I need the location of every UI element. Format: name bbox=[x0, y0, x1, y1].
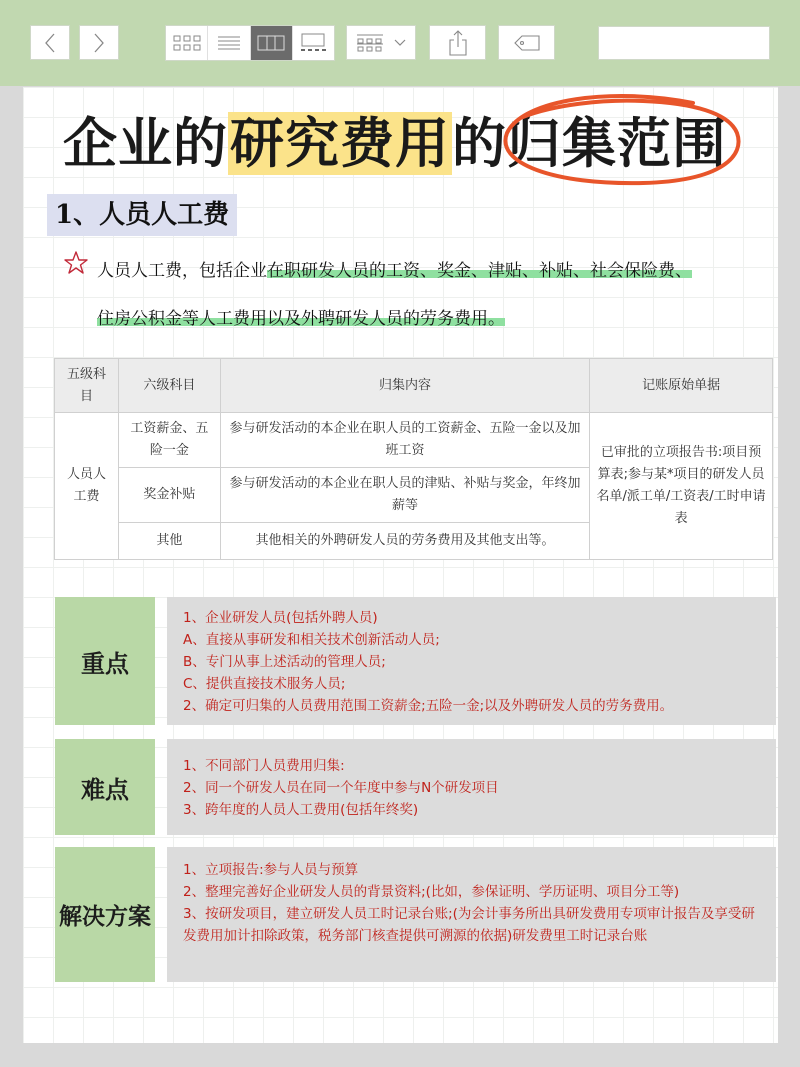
title-part: 归集范围 bbox=[507, 112, 727, 175]
finder-toolbar bbox=[0, 0, 800, 86]
panel-line: 2、确定可归集的人员费用范围工资薪金;五险一金;以及外聘研发人员的劳务费用。 bbox=[183, 698, 674, 714]
panel-body bbox=[167, 739, 776, 835]
tag-icon bbox=[513, 34, 541, 52]
back-button[interactable] bbox=[30, 25, 70, 60]
cell-content: 其他相关的外聘研发人员的劳务费用及其他支出等。 bbox=[220, 523, 589, 560]
title-circled bbox=[507, 109, 727, 179]
list-view-button[interactable] bbox=[208, 26, 250, 60]
intro-text: 人员人工费，包括企业 bbox=[97, 261, 267, 281]
intro-paragraph bbox=[63, 247, 763, 343]
panel-line: A、直接从事研发和相关技术创新活动人员; bbox=[183, 632, 440, 648]
title-part: 的 bbox=[452, 112, 507, 175]
panel-label: 重点 bbox=[55, 597, 155, 725]
gallery-icon bbox=[298, 33, 328, 53]
title-part: 企业的 bbox=[63, 112, 228, 175]
header-documents: 记账原始单据 bbox=[590, 359, 773, 413]
intro-highlight: 在职研发人员的工资、奖金、津贴、补贴、社会保险费、 bbox=[267, 261, 692, 281]
share-button[interactable] bbox=[429, 25, 486, 60]
cell-level6: 奖金补贴 bbox=[118, 468, 220, 523]
page-title bbox=[63, 109, 727, 179]
title-highlight: 研究费用 bbox=[230, 112, 450, 175]
panel-line: 3、跨年度的人员人工费用(包括年终奖) bbox=[183, 802, 419, 818]
panel-body bbox=[167, 847, 776, 982]
chevron-right-icon bbox=[92, 32, 106, 54]
tag-button[interactable] bbox=[498, 25, 555, 60]
table-row bbox=[55, 413, 773, 468]
cell-level6: 其他 bbox=[118, 523, 220, 560]
intro-highlight: 住房公积金等人工费用以及外聘研发人员的劳务费用。 bbox=[97, 309, 505, 329]
list-icon bbox=[216, 34, 242, 52]
chevron-left-icon bbox=[43, 32, 57, 54]
panel-line: 2、同一个研发人员在同一个年度中参与N个研发项目 bbox=[183, 780, 499, 796]
gallery-view-button[interactable] bbox=[293, 26, 334, 60]
search-input[interactable] bbox=[613, 27, 789, 59]
panel-body bbox=[167, 597, 776, 725]
header-level6: 六级科目 bbox=[118, 359, 220, 413]
panel-line: 1、立项报告:参与人员与预算 bbox=[183, 862, 359, 878]
view-mode-segmented-control bbox=[165, 25, 335, 61]
difficulties-panel bbox=[55, 739, 776, 835]
columns-icon bbox=[256, 34, 286, 52]
solutions-panel bbox=[55, 847, 776, 982]
search-field[interactable] bbox=[598, 26, 770, 60]
forward-button[interactable] bbox=[79, 25, 119, 60]
header-level5: 五级科目 bbox=[55, 359, 119, 413]
star-icon bbox=[63, 247, 89, 295]
cell-documents: 已审批的立项报告书:项目预算表;参与某*项目的研发人员名单/派工单/工资表/工时申请表 bbox=[590, 413, 773, 560]
icon-view-button[interactable] bbox=[166, 26, 208, 60]
panel-line: 1、不同部门人员费用归集: bbox=[183, 758, 345, 774]
panel-line: 2、整理完善好企业研发人员的背景资料;(比如，参保证明、学历证明、项目分工等) bbox=[183, 884, 680, 900]
table-header-row bbox=[55, 359, 773, 413]
grid-icon bbox=[172, 34, 202, 52]
panel-line: C、提供直接技术服务人员; bbox=[183, 676, 346, 692]
panel-line: B、专门从事上述活动的管理人员; bbox=[183, 654, 386, 670]
hand-drawn-circle-icon bbox=[493, 93, 747, 189]
header-content: 归集内容 bbox=[220, 359, 589, 413]
section-heading: 1、人员人工费 bbox=[47, 194, 237, 236]
panel-line: 1、企业研发人员(包括外聘人员) bbox=[183, 610, 378, 626]
document-preview bbox=[23, 87, 778, 1043]
panel-label: 解决方案 bbox=[55, 847, 155, 982]
key-points-panel bbox=[55, 597, 776, 725]
column-view-button[interactable] bbox=[251, 26, 293, 60]
panel-label: 难点 bbox=[55, 739, 155, 835]
group-by-menu-button[interactable] bbox=[346, 25, 416, 60]
cell-level6: 工资薪金、五险一金 bbox=[118, 413, 220, 468]
cell-content: 参与研发活动的本企业在职人员的津贴、补贴与奖金，年终加薪等 bbox=[220, 468, 589, 523]
cost-table bbox=[54, 358, 773, 560]
cell-level5: 人员人工费 bbox=[55, 413, 119, 560]
panel-line: 3、按研发项目，建立研发人员工时记录台账;(为会计事务所出具研发费用专项审计报告及享受研发费用加计扣除政策，税务部门核查提供可溯源的依据)研发费里工时记录台账 bbox=[183, 906, 755, 944]
group-icon bbox=[356, 33, 384, 53]
chevron-down-icon bbox=[394, 39, 406, 47]
cell-content: 参与研发活动的本企业在职人员的工资薪金、五险一金以及加班工资 bbox=[220, 413, 589, 468]
share-icon bbox=[448, 29, 468, 57]
